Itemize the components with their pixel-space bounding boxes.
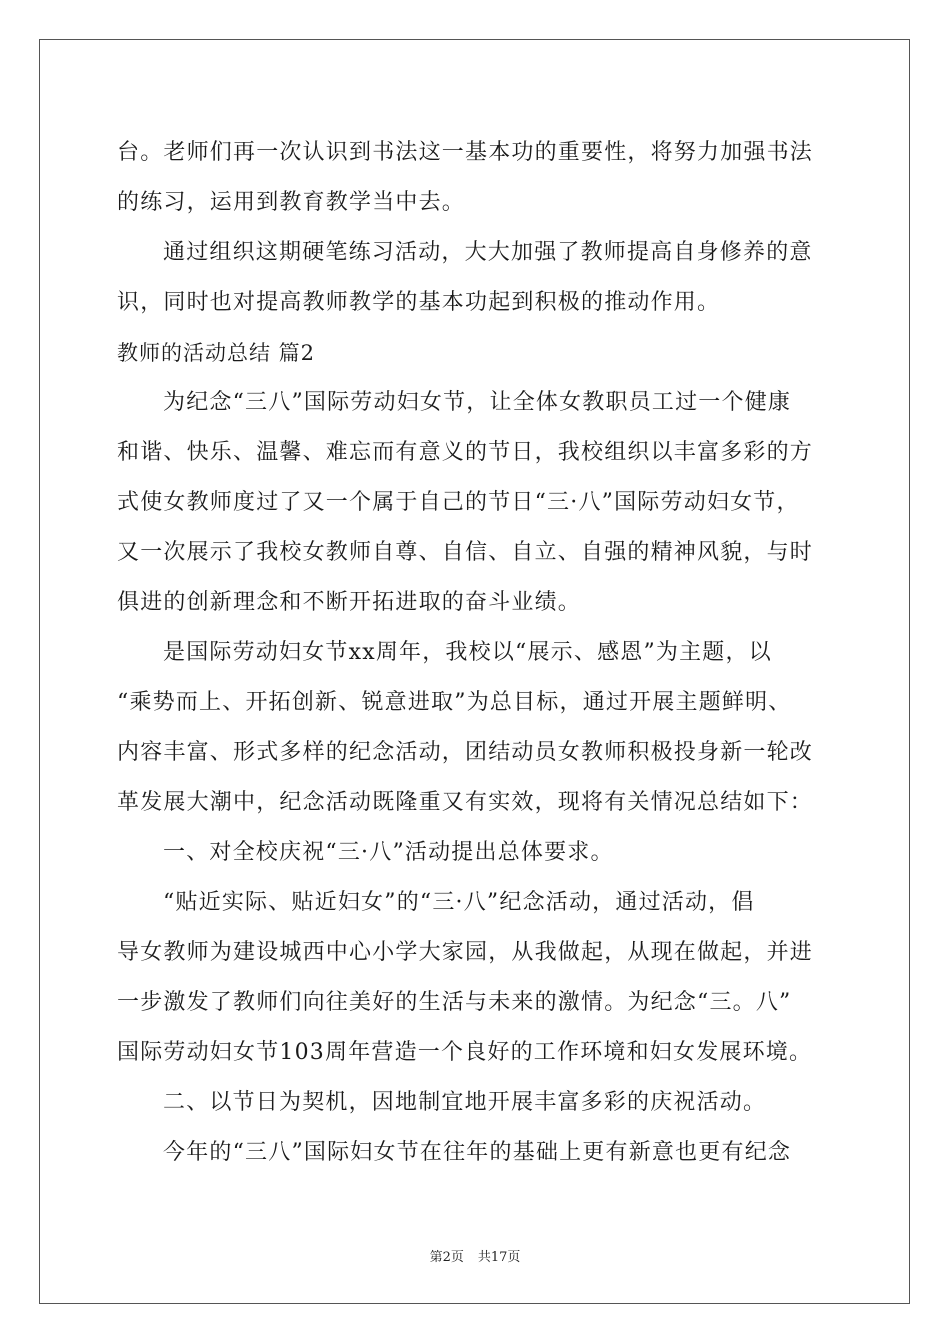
paragraph-line: 台。老师们再一次认识到书法这一基本功的重要性，将努力加强书法 <box>117 140 814 165</box>
paragraph-line: 俱进的创新理念和不断开拓进取的奋斗业绩。 <box>117 590 582 615</box>
paragraph-line: 和谐、快乐、温馨、难忘而有意义的节日，我校组织以丰富多彩的方 <box>117 440 814 465</box>
paragraph-line: 一、对全校庆祝“三·八”活动提出总体要求。 <box>163 840 614 865</box>
paragraph-line: “乘势而上、开拓创新、锐意进取”为总目标，通过开展主题鲜明、 <box>117 690 792 715</box>
paragraph-line: 二、以节日为契机，因地制宜地开展丰富多彩的庆祝活动。 <box>163 1090 767 1115</box>
page-footer <box>0 1246 950 1265</box>
paragraph-line: 的练习，运用到教育教学当中去。 <box>117 190 466 215</box>
paragraph-line: “贴近实际、贴近妇女”的“三·八”纪念活动，通过活动，倡 <box>163 890 755 915</box>
paragraph-line: 是国际劳动妇女节xx周年，我校以“展示、感恩”为主题，以 <box>163 640 772 665</box>
paragraph-line: 为纪念“三八”国际劳动妇女节，让全体女教职员工过一个健康 <box>163 390 792 415</box>
paragraph-line: 通过组织这期硬笔练习活动，大大加强了教师提高自身修养的意 <box>163 240 813 265</box>
paragraph-line: 导女教师为建设城西中心小学大家园，从我做起，从现在做起，并进 <box>117 940 814 965</box>
page-total: 共17页 <box>477 1250 521 1265</box>
paragraph-line: 又一次展示了我校女教师自尊、自信、自立、自强的精神风貌，与时 <box>117 540 814 565</box>
paragraph-line: 革发展大潮中，纪念活动既隆重又有实效，现将有关情况总结如下： <box>117 790 814 815</box>
document-body <box>117 128 837 1178</box>
page-number: 第2页 <box>429 1250 464 1265</box>
paragraph-line: 式使女教师度过了又一个属于自己的节日“三·八”国际劳动妇女节， <box>117 490 800 515</box>
paragraph-line: 今年的“三八”国际妇女节在往年的基础上更有新意也更有纪念 <box>163 1140 792 1165</box>
paragraph-line: 内容丰富、形式多样的纪念活动，团结动员女教师积极投身新一轮改 <box>117 740 814 765</box>
paragraph-line: 国际劳动妇女节103周年营造一个良好的工作环境和妇女发展环境。 <box>117 1040 813 1065</box>
paragraph-line: 一步激发了教师们向往美好的生活与未来的激情。为纪念“三。八” <box>117 990 792 1015</box>
section-heading: 教师的活动总结 篇2 <box>117 341 316 365</box>
paragraph-line: 识，同时也对提高教师教学的基本功起到积极的推动作用。 <box>117 290 721 315</box>
